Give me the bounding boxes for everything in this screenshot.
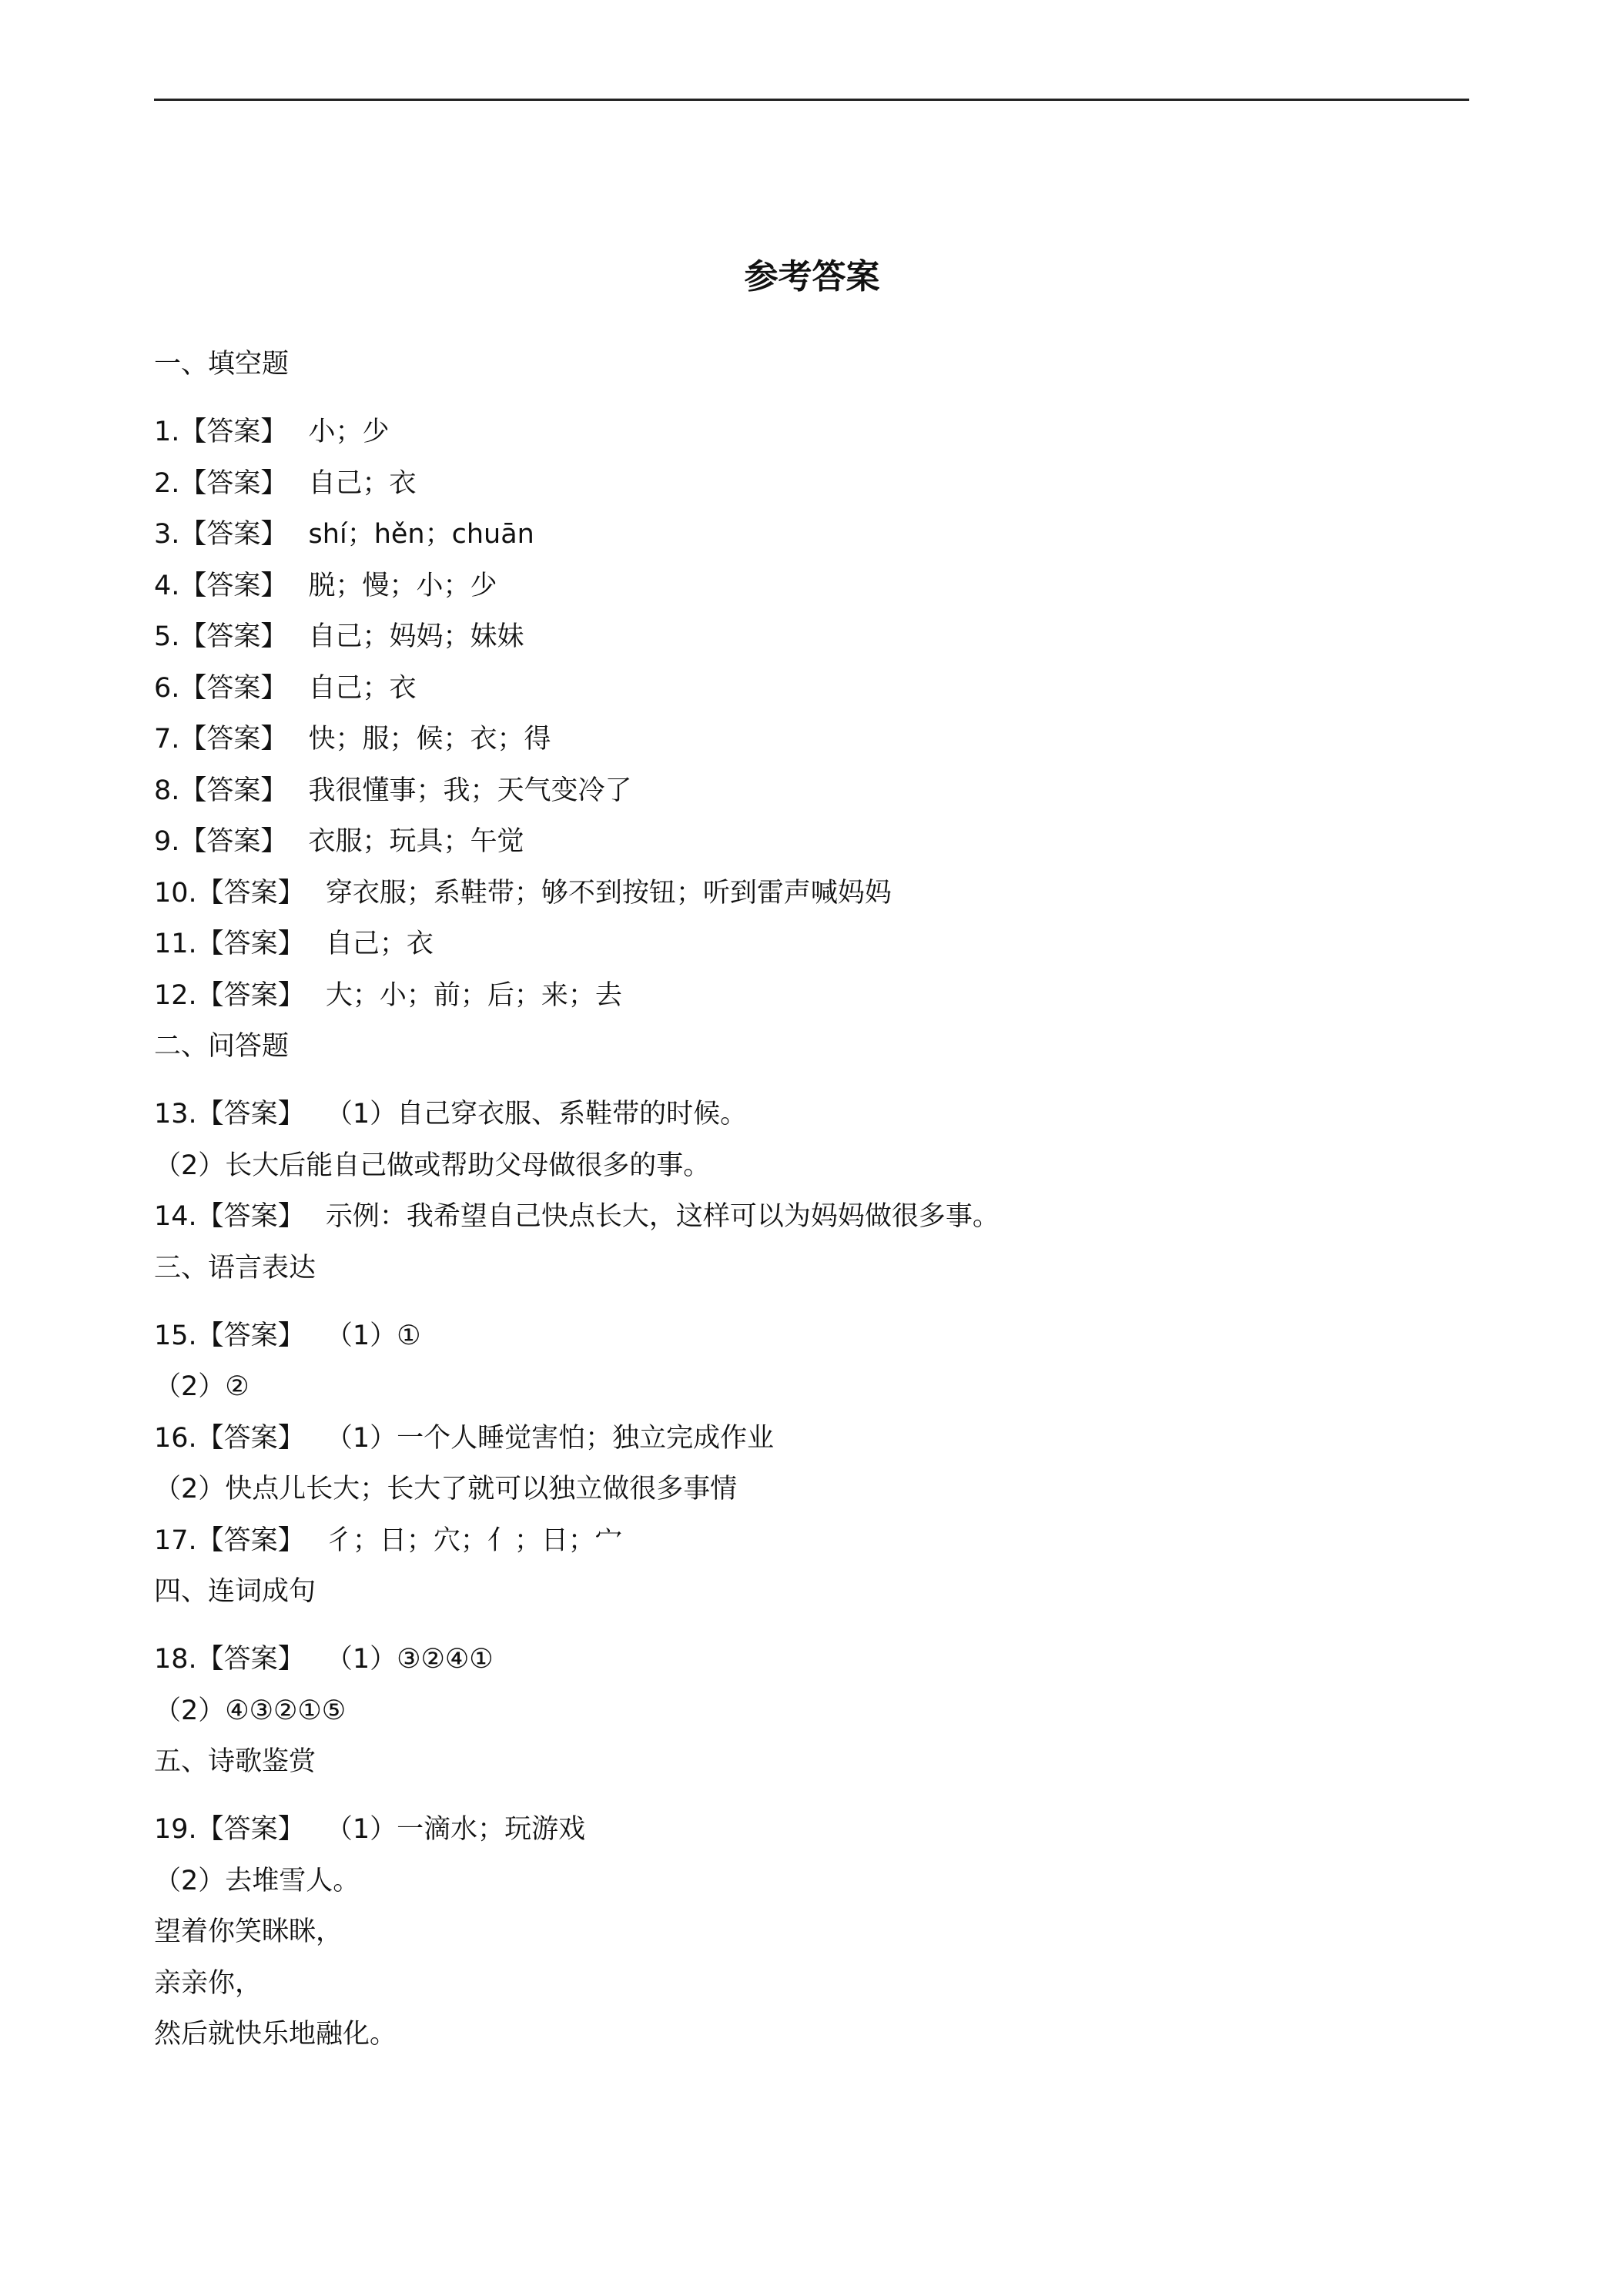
question-number: 19.	[154, 1814, 197, 1845]
answer-tag: 【答案】	[179, 621, 288, 652]
answer-tag: 【答案】	[196, 1814, 305, 1845]
answer-tag: 【答案】	[179, 519, 288, 550]
answer-line	[154, 970, 1469, 1022]
answer-line	[154, 1515, 1469, 1567]
answer-line	[154, 509, 1469, 561]
answer-text: （1）一个人睡觉害怕；独立完成作业	[316, 1422, 775, 1454]
section-language-expression	[154, 1243, 1469, 1567]
section-spacer	[154, 1294, 1469, 1310]
question-number: 7.	[154, 724, 180, 755]
answer-line	[154, 458, 1469, 510]
answer-text: （2）去堆雪人。	[154, 1865, 360, 1896]
answer-line	[154, 1413, 1469, 1464]
answer-line	[154, 1310, 1469, 1362]
answer-text: （1）①	[316, 1320, 421, 1351]
answer-text: 大；小；前；后；来；去	[316, 979, 622, 1011]
answer-text: 彳；日；穴；亻；日；宀	[316, 1525, 622, 1556]
header-rule	[154, 99, 1469, 101]
answer-text: 自己；衣	[300, 467, 417, 499]
question-number: 13.	[154, 1099, 197, 1130]
page-title: 参考答案	[744, 257, 880, 296]
answer-text: 自己；衣	[316, 929, 434, 959]
answer-continuation-line	[154, 1856, 1469, 1907]
answer-text: 然后就快乐地融化。	[154, 2019, 397, 2050]
answer-line	[154, 919, 1469, 970]
question-number: 8.	[154, 775, 180, 806]
answer-text: 望着你笑眯眯，	[154, 1916, 343, 1947]
answer-text: 自己；妈妈；妹妹	[300, 621, 524, 652]
answer-text: （2）④③②①⑤	[154, 1695, 347, 1726]
poem-line	[154, 1906, 1469, 1958]
answer-line	[154, 663, 1469, 715]
section-heading: 三、语言表达	[154, 1252, 316, 1284]
answer-continuation-line	[154, 1685, 1469, 1737]
answer-tag: 【答案】	[196, 1644, 305, 1675]
question-number: 15.	[154, 1320, 197, 1351]
answer-tag: 【答案】	[196, 877, 305, 909]
question-number: 4.	[154, 570, 180, 601]
answer-text: 脱；慢；小；少	[300, 570, 497, 601]
answer-tag: 【答案】	[196, 1201, 305, 1232]
answer-line	[154, 765, 1469, 817]
answer-tag: 【答案】	[196, 979, 305, 1011]
section-heading: 一、填空题	[154, 349, 290, 380]
section-heading: 二、问答题	[154, 1031, 290, 1062]
answer-line	[154, 1804, 1469, 1856]
answer-text: 我很懂事；我；天气变冷了	[300, 775, 632, 806]
answer-line	[154, 561, 1469, 612]
answer-line	[154, 1089, 1469, 1140]
answer-tag: 【答案】	[179, 467, 288, 499]
answer-line	[154, 1634, 1469, 1685]
answer-tag: 【答案】	[179, 775, 288, 806]
answer-tag: 【答案】	[196, 1320, 305, 1351]
answer-tag: 【答案】	[196, 1422, 305, 1454]
question-number: 11.	[154, 929, 197, 959]
section-spacer	[154, 1072, 1469, 1089]
answer-text: 小；少	[300, 417, 390, 447]
question-number: 18.	[154, 1644, 197, 1675]
answer-line	[154, 611, 1469, 663]
answer-text: 示例：我希望自己快点长大，这样可以为妈妈做很多事。	[316, 1201, 1000, 1232]
question-number: 5.	[154, 621, 180, 652]
answer-text: 亲亲你，	[154, 1967, 263, 1999]
answer-tag: 【答案】	[179, 672, 288, 704]
answer-tag: 【答案】	[196, 1525, 305, 1556]
question-number: 2.	[154, 467, 180, 499]
answer-text: 衣服；玩具；午觉	[300, 826, 524, 857]
answer-text: （2）②	[154, 1371, 249, 1402]
answer-tag: 【答案】	[196, 929, 305, 959]
question-number: 9.	[154, 826, 180, 857]
answer-text: （2）快点儿长大；长大了就可以独立做很多事情	[154, 1474, 738, 1504]
answer-text: shí；hěn；chuān	[300, 519, 534, 550]
answer-tag: 【答案】	[196, 1099, 305, 1130]
poem-line	[154, 1958, 1469, 2010]
section-heading: 四、连词成句	[154, 1576, 316, 1607]
answer-continuation-line	[154, 1464, 1469, 1515]
answer-tag: 【答案】	[179, 826, 288, 857]
question-number: 17.	[154, 1525, 197, 1556]
answer-text: 穿衣服；系鞋带；够不到按钮；听到雷声喊妈妈	[316, 877, 892, 909]
section-fill-in-blank	[154, 339, 1469, 1021]
answer-text: （2）长大后能自己做或帮助父母做很多的事。	[154, 1150, 711, 1181]
answer-text: 快；服；候；衣；得	[300, 724, 551, 755]
section-spacer	[154, 1617, 1469, 1634]
answer-line	[154, 407, 1469, 458]
question-number: 3.	[154, 519, 180, 550]
question-number: 6.	[154, 672, 180, 704]
answer-tag: 【答案】	[179, 570, 288, 601]
question-number: 16.	[154, 1422, 197, 1454]
section-poetry-appreciation	[154, 1736, 1469, 2060]
answer-tag: 【答案】	[179, 724, 288, 755]
answer-line	[154, 1191, 1469, 1243]
section-spacer	[154, 390, 1469, 407]
answer-text: （1）一滴水；玩游戏	[316, 1814, 586, 1845]
poem-line	[154, 2009, 1469, 2060]
section-heading: 五、诗歌鉴赏	[154, 1746, 316, 1777]
question-number: 12.	[154, 979, 197, 1011]
answer-text: （1）③②④①	[316, 1644, 494, 1675]
answer-line	[154, 868, 1469, 919]
answer-text: 自己；衣	[300, 672, 417, 704]
answer-tag: 【答案】	[179, 417, 288, 447]
section-sentence-building	[154, 1566, 1469, 1736]
question-number: 10.	[154, 877, 197, 909]
section-question-answer	[154, 1021, 1469, 1243]
answer-continuation-line	[154, 1140, 1469, 1192]
section-spacer	[154, 1787, 1469, 1804]
answer-content	[154, 339, 1469, 2060]
question-number: 1.	[154, 417, 180, 447]
answer-text: （1）自己穿衣服、系鞋带的时候。	[316, 1099, 748, 1130]
answer-line	[154, 714, 1469, 765]
question-number: 14.	[154, 1201, 197, 1232]
answer-line	[154, 816, 1469, 868]
answer-continuation-line	[154, 1361, 1469, 1413]
